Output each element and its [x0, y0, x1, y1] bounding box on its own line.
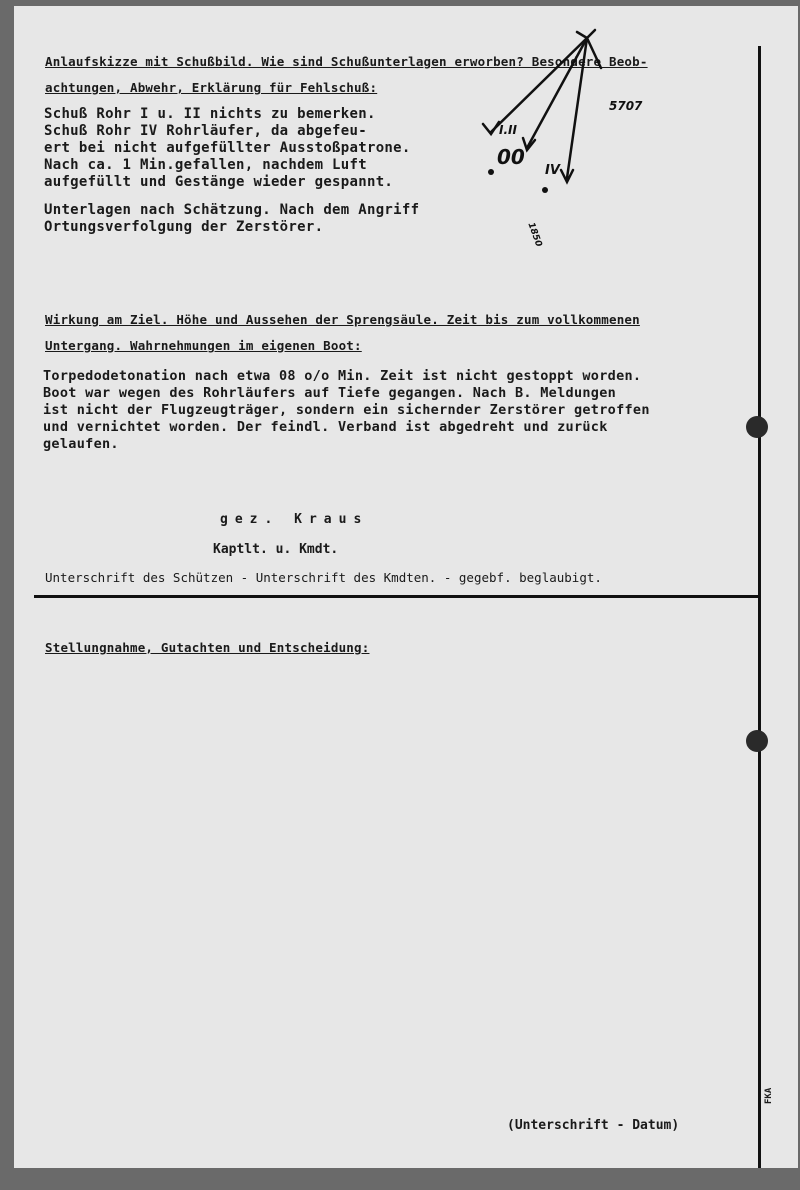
section-divider: [34, 595, 760, 598]
text-line: Schuß Rohr I u. II nichts zu bemerken.: [44, 106, 376, 122]
attack-sketch: [469, 24, 643, 249]
sketch-label-lower: IV: [545, 163, 560, 178]
sketch-line-1: [491, 38, 587, 132]
section1-heading-line1: Anlaufskizze mit Schußbild. Wie sind Schußunterlagen erworben? Besondere Beob-: [45, 54, 648, 69]
margin-note: FKA: [764, 1087, 774, 1104]
text-line: Nach ca. 1 Min.gefallen, nachdem Luft: [44, 157, 367, 173]
punch-hole-upper: [746, 416, 768, 438]
sketch-label-middle: 00: [497, 145, 525, 169]
text-line: Unterlagen nach Schätzung. Nach dem Angriff: [44, 202, 420, 218]
text-line: Ortungsverfolgung der Zerstörer.: [44, 219, 324, 235]
sketch-label-top-right: 5707: [609, 99, 643, 113]
punch-hole-lower: [746, 730, 768, 752]
section1-paragraph2: [44, 202, 419, 236]
text-line: aufgefüllt und Gestänge wieder gespannt.: [44, 174, 394, 190]
text-line: und vernichtet worden. Der feindl. Verband ist abgedreht und zurück: [43, 419, 608, 435]
signature-rank: Kaptlt. u. Kmdt.: [213, 542, 339, 557]
section2-heading-line2: Untergang. Wahrnehmungen im eigenen Boot:: [45, 338, 362, 353]
section1-paragraph1: [44, 106, 411, 191]
text-line: ert bei nicht aufgefüllter Ausstoßpatrone.: [44, 140, 411, 156]
text-line: Schuß Rohr IV Rohrläufer, da abgefeu-: [44, 123, 367, 139]
sketch-apex-mark: [577, 30, 595, 38]
section2-heading-line1: Wirkung am Ziel. Höhe und Aussehen der Sprengsäule. Zeit bis zum vollkommenen: [45, 312, 640, 327]
signature-caption: Unterschrift des Schützen - Unterschrift des Kmdten. - gegebf. beglaubigt.: [45, 570, 602, 585]
section3-heading: Stellungnahme, Gutachten und Entscheidung:: [45, 640, 370, 655]
sketch-label-left: I.II: [499, 123, 517, 137]
section2-paragraph: [43, 368, 650, 453]
signature-date-label: (Unterschrift - Datum): [507, 1118, 680, 1133]
signature-signed: gez. Kraus: [220, 512, 369, 527]
sketch-line-3: [567, 38, 587, 178]
text-line: ist nicht der Flugzeugträger, sondern ein sichernder Zerstörer getroffen: [43, 402, 650, 418]
document-page: [14, 6, 798, 1168]
text-line: Torpedodetonation nach etwa 08 o/o Min. Zeit ist nicht gestoppt worden.: [43, 368, 642, 384]
sketch-dot-2: [542, 187, 548, 193]
sketch-dot-1: [488, 169, 494, 175]
section1-heading-line2: achtungen, Abwehr, Erklärung für Fehlschuß:: [45, 80, 378, 95]
right-margin-rule: [758, 46, 761, 1168]
sketch-line-4: [587, 38, 601, 68]
text-line: Boot war wegen des Rohrläufers auf Tiefe gegangen. Nach B. Meldungen: [43, 385, 617, 401]
sketch-label-bottom: 1850: [525, 221, 544, 249]
text-line: gelaufen.: [43, 436, 119, 452]
